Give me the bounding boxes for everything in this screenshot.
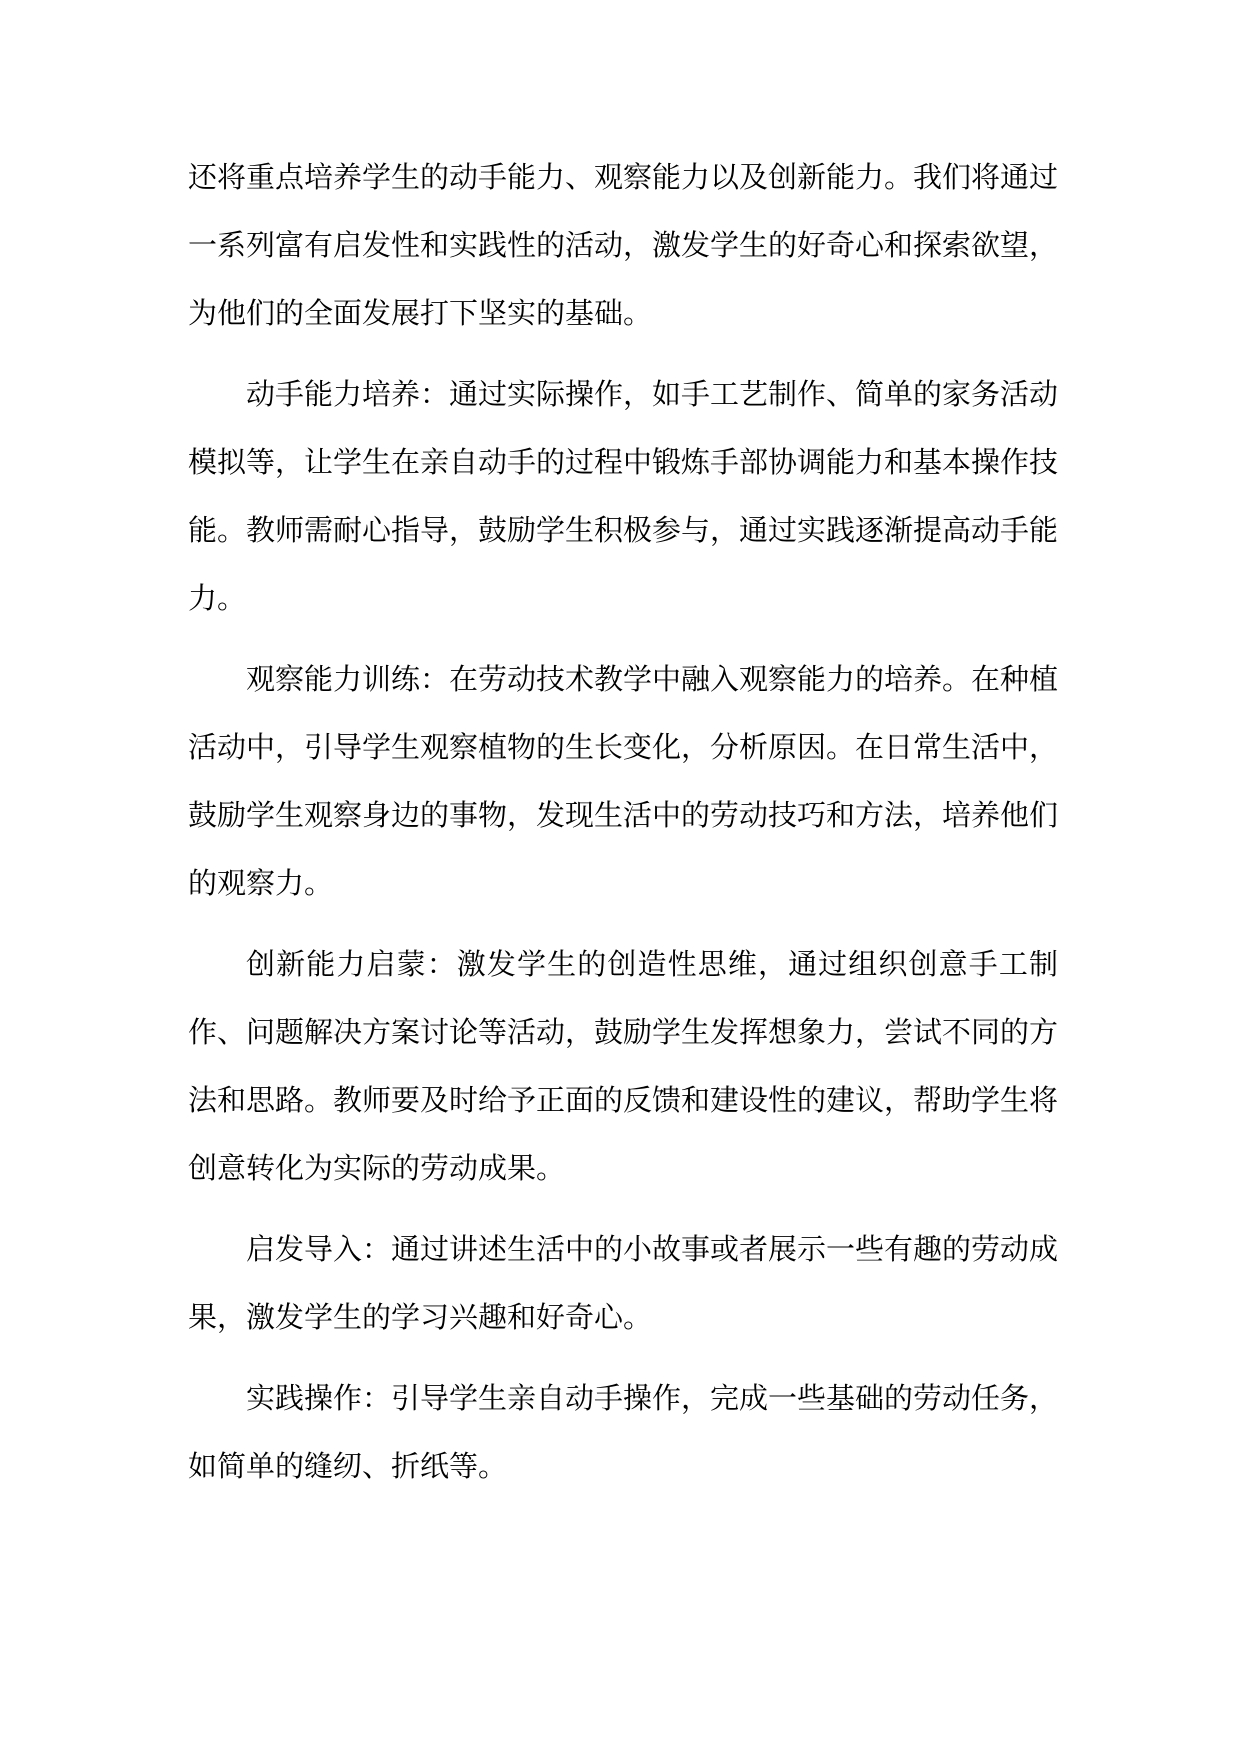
paragraph-hands-on-ability: 动手能力培养：通过实际操作，如手工艺制作、简单的家务活动模拟等，让学生在亲自动手的过程中锻炼手部协调能力和基本操作技能。教师需耐心指导，鼓励学生积极参与，通过实践逐渐提高动手能力。 bbox=[188, 377, 1059, 615]
document-body bbox=[188, 143, 1058, 1513]
paragraph-observation-training: 观察能力训练：在劳动技术教学中融入观察能力的培养。在种植活动中，引导学生观察植物的生长变化，分析原因。在日常生活中，鼓励学生观察身边的事物，发现生活中的劳动技巧和方法，培养他们的观察力。 bbox=[188, 662, 1059, 900]
paragraph-innovation-enlightenment: 创新能力启蒙：激发学生的创造性思维，通过组织创意手工制作、问题解决方案讨论等活动，鼓励学生发挥想象力，尝试不同的方法和思路。教师要及时给予正面的反馈和建设性的建议，帮助学生将创意转化为实际的劳动成果。 bbox=[188, 947, 1059, 1185]
paragraph-intro: 还将重点培养学生的动手能力、观察能力以及创新能力。我们将通过一系列富有启发性和实践性的活动，激发学生的好奇心和探索欲望，为他们的全面发展打下坚实的基础。 bbox=[188, 160, 1059, 330]
paragraph-practical-operation: 实践操作：引导学生亲自动手操作，完成一些基础的劳动任务，如简单的缝纫、折纸等。 bbox=[188, 1381, 1059, 1483]
paragraph-inspiration-introduction: 启发导入：通过讲述生活中的小故事或者展示一些有趣的劳动成果，激发学生的学习兴趣和好奇心。 bbox=[188, 1232, 1059, 1334]
